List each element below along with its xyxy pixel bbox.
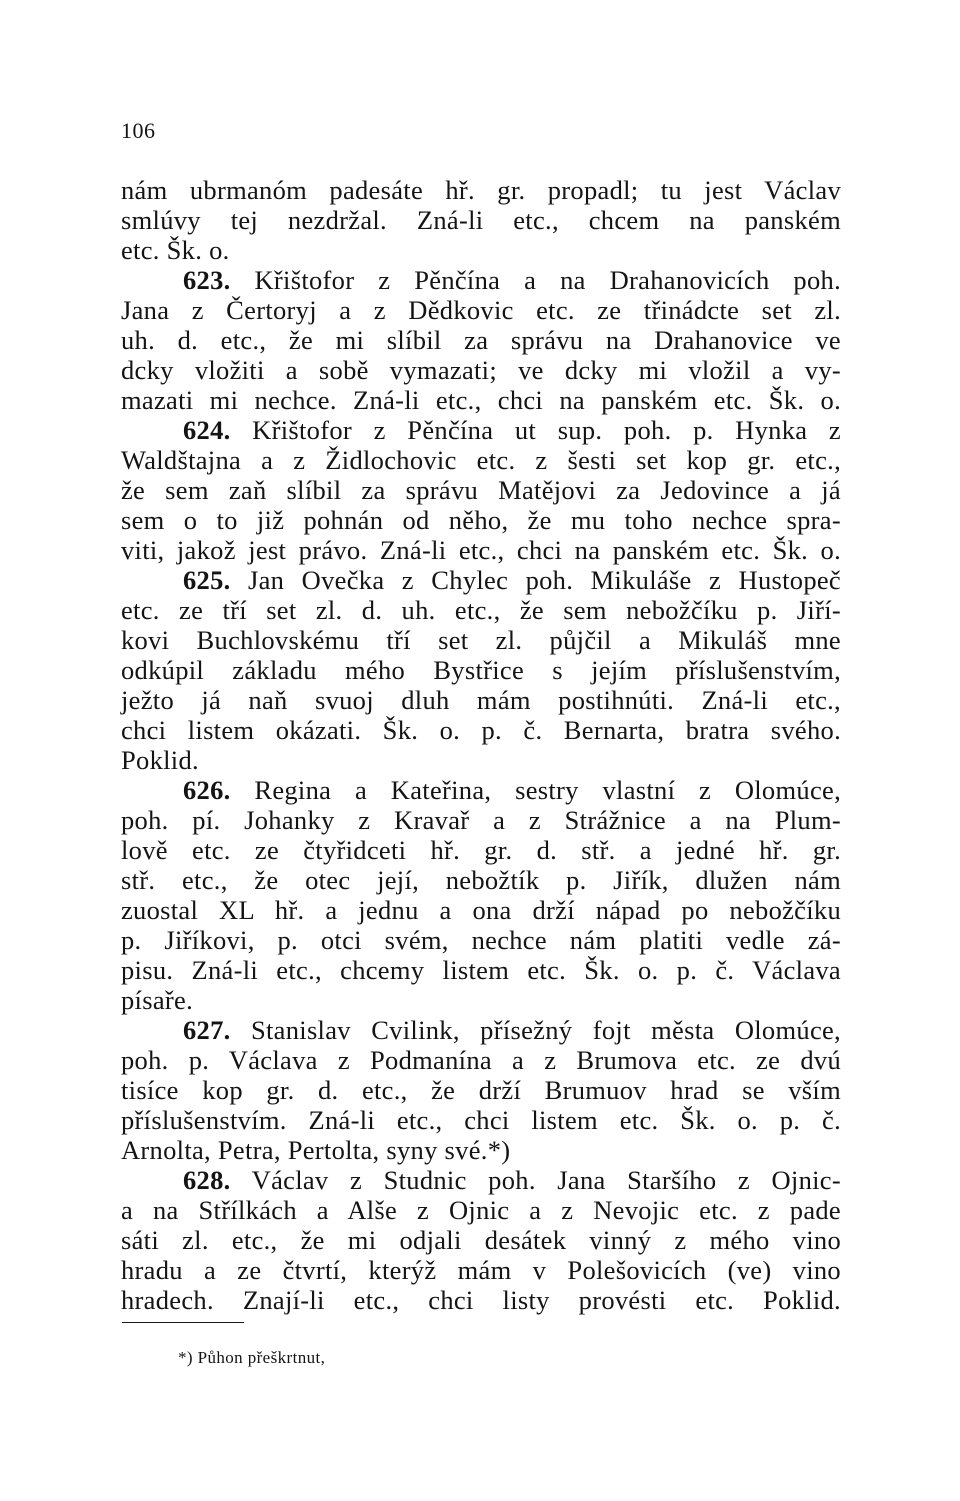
text-line xyxy=(121,925,841,955)
line-text: Waldštajna a z Židlochovic etc. z šesti set kop gr. etc., xyxy=(121,445,841,475)
entry-number: 623. xyxy=(183,265,231,295)
line-text: příslušenstvím. Zná-li etc., chci listem etc. Šk. o. p. č. xyxy=(121,1105,841,1135)
text-line xyxy=(121,715,841,745)
line-text: sem o to již pohnán od něho, že mu toho nechce spra- xyxy=(121,505,841,535)
entry-first-line xyxy=(121,775,841,805)
text-line xyxy=(121,805,841,835)
text-line xyxy=(121,535,841,565)
entry-first-line xyxy=(121,565,841,595)
text-line xyxy=(121,1285,841,1315)
line-text: nám ubrmanóm padesáte hř. gr. propadl; tu jest Václav xyxy=(121,175,841,205)
text-line xyxy=(121,175,841,205)
line-text: dcky vložiti a sobě vymazati; ve dcky mi vložil a vy- xyxy=(121,355,841,385)
text-line xyxy=(121,205,841,235)
text-line xyxy=(121,1195,841,1225)
line-text: lově etc. ze čtyřidceti hř. gr. d. stř. a jedné hř. gr. xyxy=(121,835,841,865)
text-line xyxy=(121,625,841,655)
text-line xyxy=(121,985,841,1015)
line-text: mazati mi nechce. Zná-li etc., chci na panském etc. Šk. o. xyxy=(121,385,841,415)
line-text: kovi Buchlovskému tří set zl. půjčil a Mikuláš mne xyxy=(121,625,841,655)
entry-first-line xyxy=(121,1165,841,1195)
line-text: že sem zaň slíbil za správu Matějovi za Jedovince a já xyxy=(121,475,841,505)
text-line xyxy=(121,865,841,895)
line-text: poh. p. Václava z Podmanína a z Brumova etc. ze dvú xyxy=(121,1045,841,1075)
entry-number: 628. xyxy=(183,1165,231,1195)
entry-first-line xyxy=(121,265,841,295)
line-text: písaře. xyxy=(121,985,193,1015)
line-text: Jana z Čertoryj a z Dědkovic etc. ze třinádcte set zl. xyxy=(121,295,841,325)
text-line xyxy=(121,895,841,925)
line-text: tisíce kop gr. d. etc., že drží Brumuov hrad se vším xyxy=(121,1075,841,1105)
text-line xyxy=(121,1225,841,1255)
text-line xyxy=(121,1105,841,1135)
line-text: Křištofor z Pěnčína a na Drahanovicích poh. xyxy=(230,265,841,295)
line-text: Jan Ovečka z Chylec poh. Mikuláše z Hustopeč xyxy=(230,565,841,595)
entry-number: 624. xyxy=(183,415,231,445)
text-line xyxy=(121,745,841,775)
line-text: hradu a ze čtvrtí, kterýž mám v Polešovicích (ve) vino xyxy=(121,1255,841,1285)
text-line xyxy=(121,835,841,865)
text-line xyxy=(121,595,841,625)
line-text: Stanislav Cvilink, přísežný fojt města Olomúce, xyxy=(230,1015,841,1045)
line-text: Regina a Kateřina, sestry vlastní z Olomúce, xyxy=(230,775,841,805)
line-text: Arnolta, Petra, Pertolta, syny své.*) xyxy=(121,1135,511,1165)
text-line xyxy=(121,1255,841,1285)
text-line xyxy=(121,355,841,385)
text-line xyxy=(121,1045,841,1075)
line-text: Poklid. xyxy=(121,745,199,775)
text-line xyxy=(121,475,841,505)
line-text: hradech. Znají-li etc., chci listy provésti etc. Poklid. xyxy=(121,1285,841,1315)
entry-number: 625. xyxy=(183,565,231,595)
line-text: ježto já naň svuoj dluh mám postihnúti. Zná-li etc., xyxy=(121,685,841,715)
text-line xyxy=(121,655,841,685)
page-number: 106 xyxy=(121,118,156,143)
line-text: sáti zl. etc., že mi odjali desátek vinný z mého vino xyxy=(121,1225,841,1255)
line-text: zuostal XL hř. a jednu a ona drží nápad po nebožčíku xyxy=(121,895,841,925)
text-line xyxy=(121,385,841,415)
entry-first-line xyxy=(121,1015,841,1045)
text-line xyxy=(121,1075,841,1105)
line-text: stř. etc., že otec její, nebožtík p. Jiřík, dlužen nám xyxy=(121,865,841,895)
text-line xyxy=(121,235,841,265)
line-text: pisu. Zná-li etc., chcemy listem etc. Šk. o. p. č. Václava xyxy=(121,955,841,985)
line-text: etc. Šk. o. xyxy=(121,235,230,265)
line-text: poh. pí. Johanky z Kravař a z Strážnice a na Plum- xyxy=(121,805,841,835)
line-text: viti, jakož jest právo. Zná-li etc., chci na panském etc. Šk. o. xyxy=(121,535,841,565)
line-text: smlúvy tej nezdržal. Zná-li etc., chcem na panském xyxy=(121,205,841,235)
entry-number: 626. xyxy=(183,775,231,805)
line-text: odkúpil základu mého Bystřice s jejím příslušenstvím, xyxy=(121,655,841,685)
text-line xyxy=(121,505,841,535)
footnote: *) Půhon přeškrtnut, xyxy=(178,1348,326,1367)
line-text: uh. d. etc., že mi slíbil za správu na Drahanovice ve xyxy=(121,325,841,355)
main-text xyxy=(121,175,841,1315)
line-text: Křištofor z Pěnčína ut sup. poh. p. Hynka z xyxy=(230,415,841,445)
line-text: etc. ze tří set zl. d. uh. etc., že sem nebožčíku p. Jiří- xyxy=(121,595,841,625)
footnote-divider xyxy=(122,1322,244,1323)
line-text: chci listem okázati. Šk. o. p. č. Bernarta, bratra svého. xyxy=(121,715,841,745)
text-line xyxy=(121,325,841,355)
line-text: p. Jiříkovi, p. otci svém, nechce nám platiti vedle zá- xyxy=(121,925,841,955)
text-line xyxy=(121,445,841,475)
line-text: a na Střílkách a Alše z Ojnic a z Nevojic etc. z pade xyxy=(121,1195,841,1225)
text-line xyxy=(121,685,841,715)
entry-first-line xyxy=(121,415,841,445)
text-line xyxy=(121,295,841,325)
line-text: Václav z Studnic poh. Jana Staršího z Ojnic- xyxy=(230,1165,841,1195)
text-line xyxy=(121,955,841,985)
text-line xyxy=(121,1135,841,1165)
entry-number: 627. xyxy=(183,1015,231,1045)
